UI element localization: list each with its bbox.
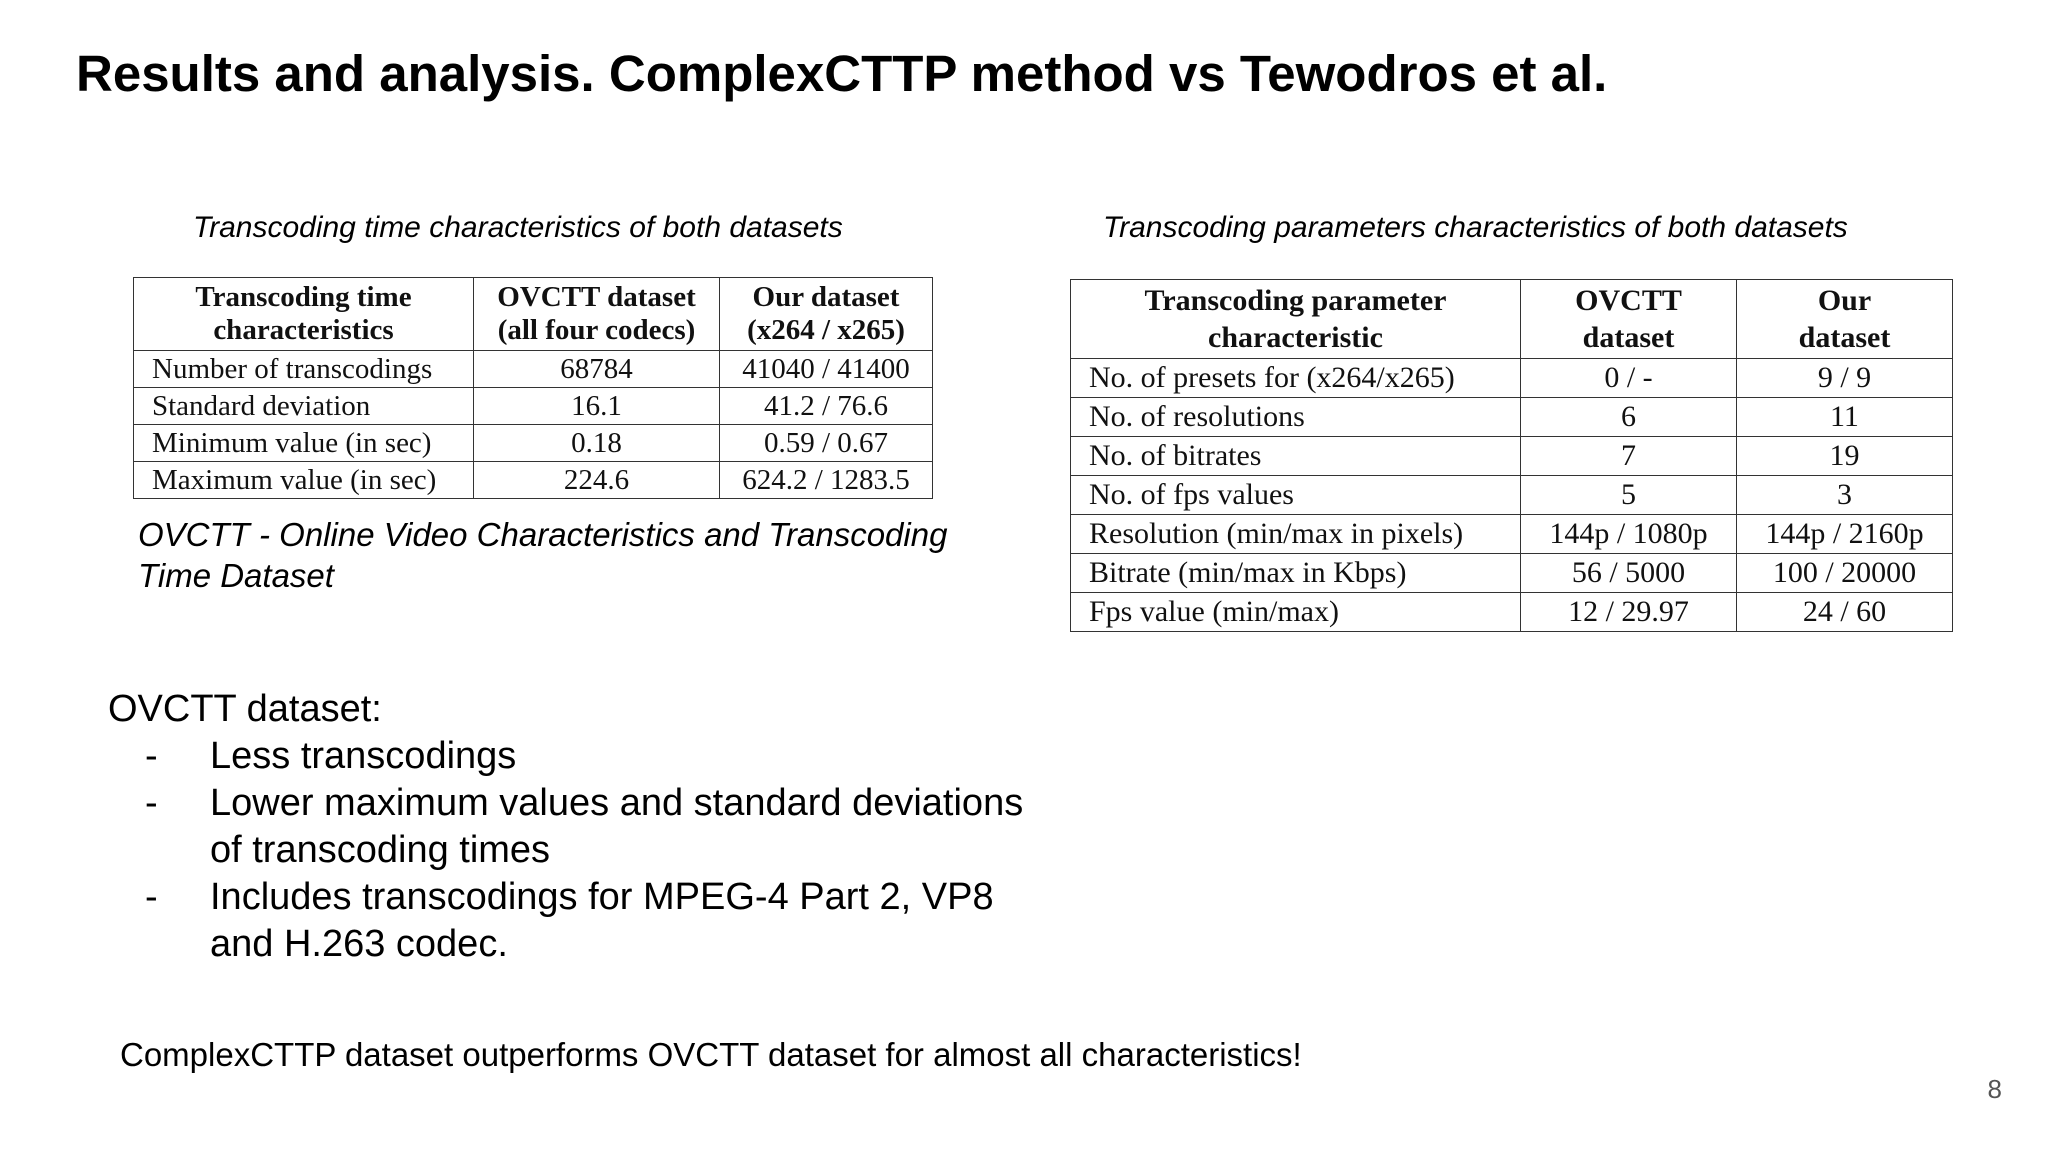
table-cell: 24 / 60 [1737,593,1953,632]
column-header [1071,280,1521,359]
table-cell: 11 [1737,398,1953,437]
table-cell: 19 [1737,437,1953,476]
list-item [140,780,1080,874]
footnote-line: OVCTT - Online Video Characteristics and Transcoding [138,516,948,553]
header-line: Our dataset [752,281,900,313]
header-line: dataset [1582,321,1675,354]
list-item [140,733,1080,780]
transcoding-time-table [133,277,933,499]
table-row [134,462,933,499]
table-cell: 5 [1521,476,1737,515]
table-cell: No. of resolutions [1071,398,1521,437]
transcoding-parameters-table [1070,279,1953,632]
bullet-marker: - [145,782,158,824]
bullet-marker: - [145,735,158,777]
table-cell: 7 [1521,437,1737,476]
table-row [134,351,933,388]
table-cell: 41.2 / 76.6 [720,388,933,425]
table-cell: 0 / - [1521,359,1737,398]
header-line: OVCTT [1575,284,1682,317]
table-cell: Minimum value (in sec) [134,425,474,462]
column-header [474,278,720,351]
column-header [134,278,474,351]
table-row [134,425,933,462]
table-row [1071,437,1953,476]
table-row [1071,515,1953,554]
table-cell: 144p / 2160p [1737,515,1953,554]
bullet-line: Less transcodings [210,735,517,777]
table-cell: Maximum value (in sec) [134,462,474,499]
header-line: Transcoding time [195,281,412,313]
list-item [140,874,1080,968]
header-line: Transcoding parameter [1144,284,1447,317]
table-cell: 624.2 / 1283.5 [720,462,933,499]
table-cell: 56 / 5000 [1521,554,1737,593]
table-header-row [1071,280,1953,359]
table-row [1071,398,1953,437]
table-cell: No. of presets for (x264/x265) [1071,359,1521,398]
summary-heading: OVCTT dataset: [108,688,382,730]
page-number: 8 [1987,1074,2002,1104]
bullet-line: Includes transcodings for MPEG-4 Part 2, VP8 [210,876,994,918]
table-cell: 6 [1521,398,1737,437]
column-header [1737,280,1953,359]
table-cell: 68784 [474,351,720,388]
header-line: (x264 / x265) [747,314,905,346]
table-cell: 9 / 9 [1737,359,1953,398]
table-cell: 41040 / 41400 [720,351,933,388]
header-line: dataset [1798,321,1891,354]
table-cell: 3 [1737,476,1953,515]
header-line: (all four codecs) [497,314,696,346]
bullet-marker: - [145,876,158,918]
table-cell: Number of transcodings [134,351,474,388]
table-cell: 100 / 20000 [1737,554,1953,593]
header-line: characteristic [1208,321,1383,354]
column-header [720,278,933,351]
column-header [1521,280,1737,359]
table-cell: Fps value (min/max) [1071,593,1521,632]
ovctt-footnote [138,514,1038,596]
table-row [1071,554,1953,593]
table-header-row [134,278,933,351]
table-cell: 16.1 [474,388,720,425]
table-cell: 0.59 / 0.67 [720,425,933,462]
header-line: Our [1817,284,1872,317]
table-row [1071,359,1953,398]
table-cell: 12 / 29.97 [1521,593,1737,632]
header-line: OVCTT dataset [497,281,696,313]
bullet-line: and H.263 codec. [210,923,508,965]
footnote-line: Time Dataset [138,557,334,594]
table-cell: Bitrate (min/max in Kbps) [1071,554,1521,593]
bullet-line: of transcoding times [210,829,551,871]
conclusion-text: ComplexCTTP dataset outperforms OVCTT dataset for almost all characteristics! [120,1036,1302,1073]
table-cell: Standard deviation [134,388,474,425]
table-cell: No. of bitrates [1071,437,1521,476]
table-cell: 224.6 [474,462,720,499]
table-row [134,388,933,425]
table-row [1071,593,1953,632]
left-table-caption: Transcoding time characteristics of both datasets [193,211,843,244]
table-cell: No. of fps values [1071,476,1521,515]
bullet-line: Lower maximum values and standard deviations [210,782,1024,824]
slide-title: Results and analysis. ComplexCTTP method vs Tewodros et al. [76,45,1608,102]
table-cell: 144p / 1080p [1521,515,1737,554]
table-cell: 0.18 [474,425,720,462]
right-table-caption: Transcoding parameters characteristics of both datasets [1103,211,1848,244]
header-line: characteristics [213,314,394,346]
table-cell: Resolution (min/max in pixels) [1071,515,1521,554]
summary-bullet-list [140,733,1080,968]
table-row [1071,476,1953,515]
